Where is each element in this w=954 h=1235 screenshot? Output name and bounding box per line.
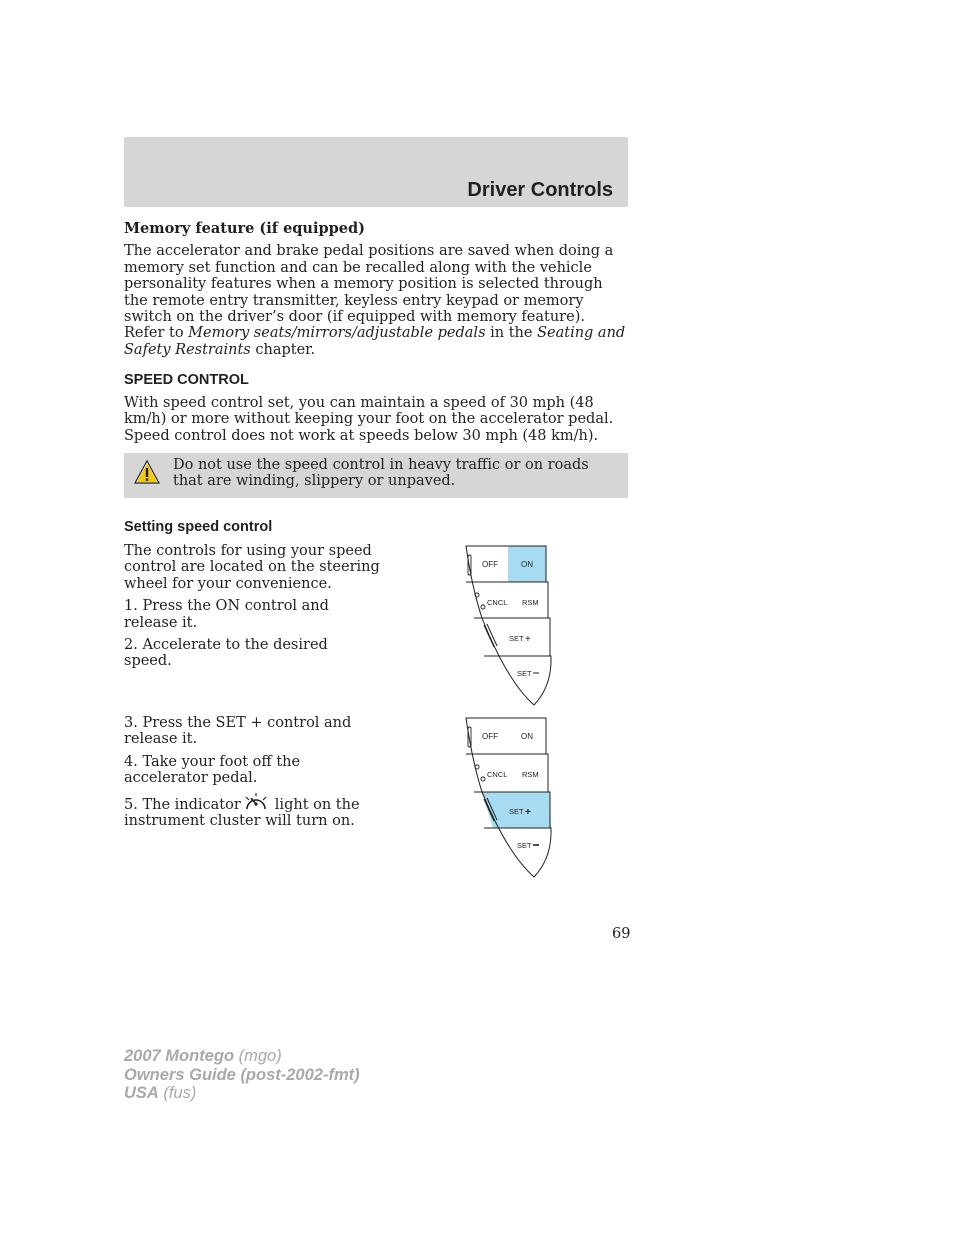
page-number: 69 — [612, 926, 631, 942]
diagram2-on-label: ON — [521, 732, 533, 741]
warning-text: Do not use the speed control in heavy traffic or on roads that are winding, slippery or unpaved. — [173, 457, 589, 490]
diagram1-plus-sign: + — [525, 634, 531, 645]
speed-control-paragraph: With speed control set, you can maintain a speed of 30 mph (48 km/h) or more without keeping your foot on the accelerator pedal. Speed control does not work at speeds below 30 mph (48 km/h). — [124, 395, 614, 444]
memory-paragraph: The accelerator and brake pedal positions are saved when doing a memory set function and can be recalled along with the vehicle personality features when a memory position is selected through the remote entry transmitter, keyless entry keypad or memory switch on the driver’s door (if equipped with memory feature). Refer to Memory seats/mirrors/adjustable pedals in the Seating and Safety Restraints chapter. — [124, 243, 626, 358]
memory-ref: Memory seats/mirrors/adjustable pedals — [188, 325, 486, 342]
footer-line-1: 2007 Montego (mgo) — [124, 1047, 282, 1065]
diagram2-set-minus-label: SET — [517, 841, 532, 850]
header-band — [124, 137, 628, 207]
step-4: 4. Take your foot off the accelerator pedal. — [124, 753, 301, 787]
diagram1-off-label: OFF — [482, 560, 498, 569]
footer-line-2: Owners Guide (post-2002-fmt) — [124, 1065, 360, 1084]
diagram1-on-label: ON — [521, 560, 533, 569]
speed-control-heading: SPEED CONTROL — [124, 372, 249, 388]
step-5: 5. The indicator light on the instrument cluster will turn on. — [124, 793, 380, 830]
speed-control-diagram-set — [462, 715, 557, 880]
setting-steps-1 — [124, 543, 380, 676]
speed-control-diagram-on — [462, 543, 557, 708]
diagram2-set-plus-label: SET — [509, 807, 524, 816]
footer — [124, 1047, 360, 1103]
diagram1-cncl-label: CNCL — [487, 598, 508, 607]
seating-ref: Seating and Safety Restraints — [124, 325, 626, 358]
warning-box — [124, 453, 628, 498]
diagram1-rsm-label: RSM — [522, 598, 539, 607]
step-3: 3. Press the SET + control and release it. — [124, 715, 352, 748]
diagram2-off-label: OFF — [482, 732, 498, 741]
footer-line-3: USA (fus) — [124, 1084, 197, 1102]
step-1: 1. Press the ON control and release it. — [124, 598, 329, 631]
diagram1-set-plus-label: SET — [509, 634, 524, 643]
setting-heading: Setting speed control — [124, 519, 273, 535]
step-2: 2. Accelerate to the desired speed. — [124, 637, 328, 670]
memory-heading: Memory feature (if equipped) — [124, 220, 365, 237]
diagram2-plus-sign: + — [525, 807, 531, 818]
page-title: Driver Controls — [467, 179, 613, 201]
setting-steps-2 — [124, 715, 380, 835]
speed-control-indicator-icon — [243, 793, 269, 813]
setting-intro: The controls for using your speed control are located on the steering wheel for your convenience. — [124, 543, 380, 592]
diagram2-rsm-label: RSM — [522, 770, 539, 779]
warning-triangle-icon — [134, 459, 160, 485]
diagram2-cncl-label: CNCL — [487, 770, 508, 779]
memory-section — [124, 221, 628, 358]
diagram1-set-minus-label: SET — [517, 669, 532, 678]
